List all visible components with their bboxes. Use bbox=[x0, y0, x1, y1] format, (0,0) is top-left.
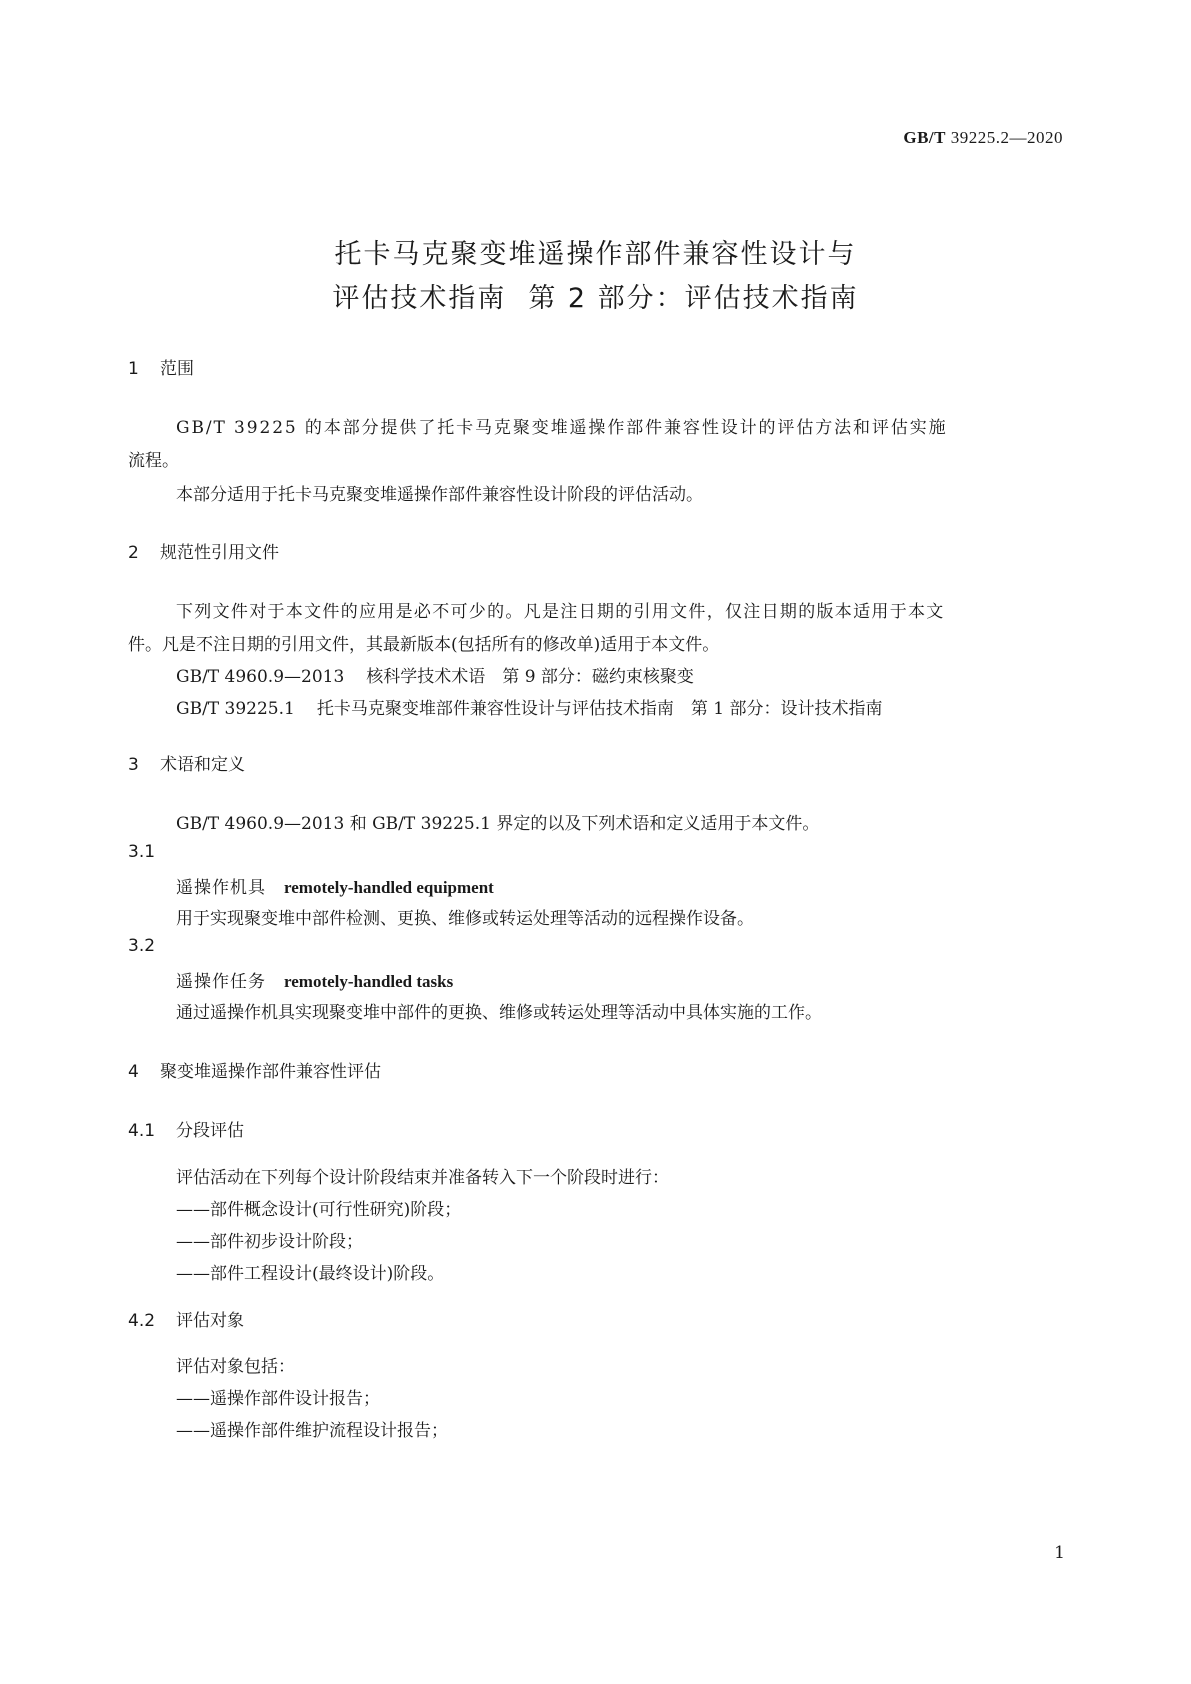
section-3-heading bbox=[128, 750, 245, 775]
paragraph: 件。凡是不注日期的引用文件，其最新版本(包括所有的修改单)适用于本文件。 bbox=[128, 635, 720, 655]
subsection-4-1-heading bbox=[128, 1116, 244, 1141]
section-number: 4.2 bbox=[128, 1311, 156, 1331]
section-number: 4 bbox=[128, 1062, 139, 1082]
reference-item bbox=[176, 694, 882, 719]
section-title: 规范性引用文件 bbox=[160, 543, 279, 563]
paragraph: 本部分适用于托卡马克聚变堆遥操作部件兼容性设计阶段的评估活动。 bbox=[176, 485, 703, 505]
list-item: ——部件概念设计(可行性研究)阶段； bbox=[176, 1200, 462, 1220]
standard-code-prefix: GB/T bbox=[903, 128, 946, 147]
reference-code: GB/T 39225.1 bbox=[176, 699, 295, 719]
term-definition: 通过遥操作机具实现聚变堆中部件的更换、维修或转运处理等活动中具体实施的工作。 bbox=[176, 1003, 822, 1023]
section-title: 分段评估 bbox=[176, 1121, 244, 1141]
term-entry bbox=[176, 873, 494, 898]
paragraph: 评估对象包括： bbox=[176, 1357, 295, 1377]
section-1-heading bbox=[128, 354, 194, 379]
term-chinese: 遥操作任务 bbox=[176, 972, 266, 992]
paragraph: 评估活动在下列每个设计阶段结束并准备转入下一个阶段时进行： bbox=[176, 1168, 669, 1188]
doc-title-line1: 托卡马克聚变堆遥操作部件兼容性设计与 bbox=[334, 239, 857, 270]
term-entry bbox=[176, 967, 453, 992]
term-chinese: 遥操作机具 bbox=[176, 878, 266, 898]
section-title: 范围 bbox=[160, 359, 194, 379]
term-english: remotely-handled equipment bbox=[284, 878, 494, 897]
section-title: 聚变堆遥操作部件兼容性评估 bbox=[160, 1062, 381, 1082]
subsection-4-2-heading bbox=[128, 1306, 244, 1331]
list-item: ——部件初步设计阶段； bbox=[176, 1232, 363, 1252]
reference-code: GB/T 4960.9—2013 bbox=[176, 667, 345, 687]
section-4-heading bbox=[128, 1057, 381, 1082]
section-title: 评估对象 bbox=[176, 1311, 244, 1331]
reference-item bbox=[176, 662, 694, 687]
term-number: 3.2 bbox=[128, 936, 156, 956]
term-definition: 用于实现聚变堆中部件检测、更换、维修或转运处理等活动的远程操作设备。 bbox=[176, 909, 754, 929]
section-number: 1 bbox=[128, 359, 139, 379]
list-item: ——遥操作部件设计报告； bbox=[176, 1389, 380, 1409]
doc-title-part-b: 第 2 部分：评估技术指南 bbox=[528, 283, 859, 314]
section-number: 4.1 bbox=[128, 1121, 156, 1141]
reference-title: 托卡马克聚变堆部件兼容性设计与评估技术指南 第 1 部分：设计技术指南 bbox=[316, 699, 883, 719]
reference-title: 核科学技术术语 第 9 部分：磁约束核聚变 bbox=[366, 667, 694, 687]
paragraph: GB/T 4960.9—2013 和 GB/T 39225.1 界定的以及下列术语和定义适用于本文件。 bbox=[176, 814, 820, 834]
paragraph: 下列文件对于本文件的应用是必不可少的。凡是注日期的引用文件，仅注日期的版本适用于本文 bbox=[176, 602, 945, 622]
doc-title-line2 bbox=[0, 276, 1191, 315]
section-number: 3 bbox=[128, 755, 139, 775]
standard-code bbox=[903, 128, 1063, 148]
list-item: ——遥操作部件维护流程设计报告； bbox=[176, 1421, 448, 1441]
section-number: 2 bbox=[128, 543, 139, 563]
standard-code-number: 39225.2—2020 bbox=[950, 128, 1063, 147]
paragraph: GB/T 39225 的本部分提供了托卡马克聚变堆遥操作部件兼容性设计的评估方法和评估实施 bbox=[176, 418, 948, 438]
paragraph: 流程。 bbox=[128, 451, 179, 471]
term-number: 3.1 bbox=[128, 842, 156, 862]
page-number: 1 bbox=[1054, 1543, 1065, 1563]
term-english: remotely-handled tasks bbox=[284, 972, 454, 991]
section-title: 术语和定义 bbox=[160, 755, 245, 775]
section-2-heading bbox=[128, 538, 279, 563]
doc-title-part-a: 评估技术指南 bbox=[332, 283, 507, 314]
list-item: ——部件工程设计(最终设计)阶段。 bbox=[176, 1264, 445, 1284]
